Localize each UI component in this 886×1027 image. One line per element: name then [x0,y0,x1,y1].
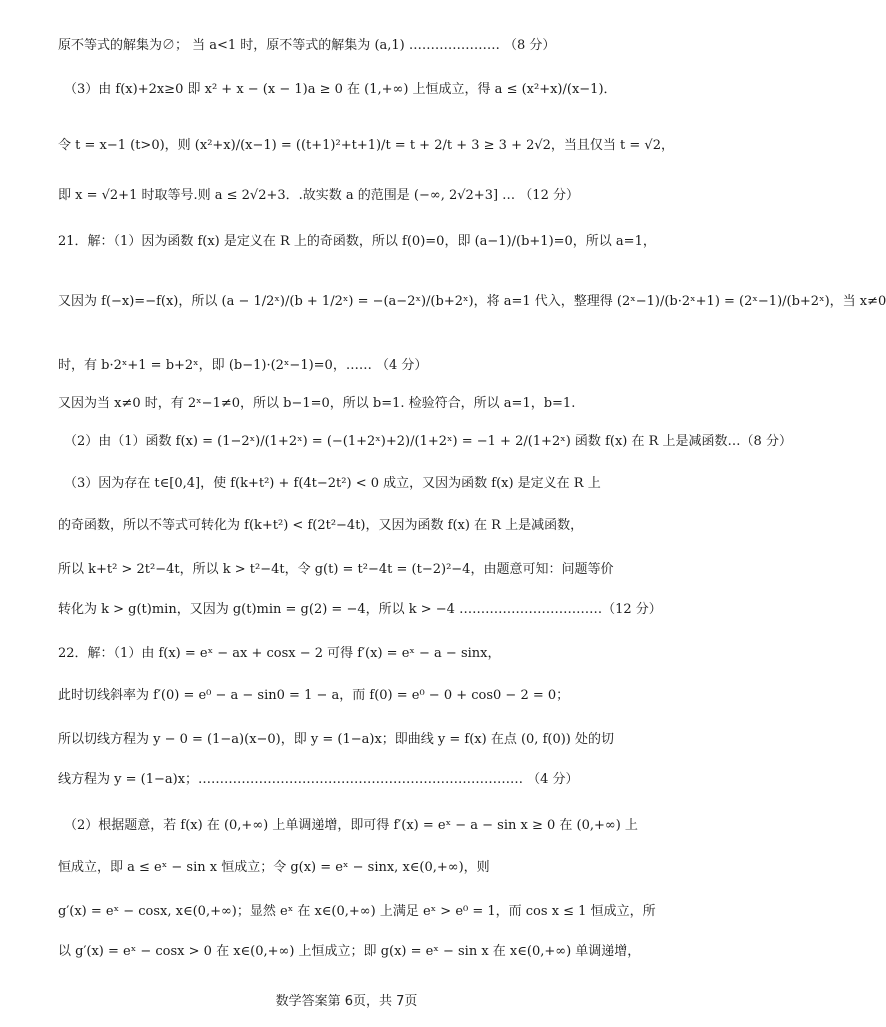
text-line: 以 g′(x) = eˣ − cosx > 0 在 x∈(0,+∞) 上恒成立；即 g(x) = eˣ − sin x 在 x∈(0,+∞) 单调递增， [58,944,641,959]
text-line: 时，有 b·2ˣ+1 = b+2ˣ，即 (b−1)·(2ˣ−1)=0，…… （4 分） [58,358,428,373]
text-line: 21．解：（1）因为函数 f(x) 是定义在 R 上的奇函数，所以 f(0)=0，即 (a−1)/(b+1)=0，所以 a=1， [58,234,656,249]
text-line: （2）由（1）函数 f(x) = (1−2ˣ)/(1+2ˣ) = (−(1+2ˣ)+2)/(1+2ˣ) = −1 + 2/(1+2ˣ) 函数 f(x) 在 R 上是减函数…（8 分） [64,434,792,449]
text-line: 此时切线斜率为 f′(0) = e⁰ − a − sin0 = 1 − a，而 f(0) = e⁰ − 0 + cos0 − 2 = 0； [58,688,570,703]
text-line: 转化为 k > g(t)min，又因为 g(t)min = g(2) = −4，所以 k > −4 ……………………………（12 分） [58,602,662,617]
text-line: （3）由 f(x)+2x≥0 即 x² + x − (x − 1)a ≥ 0 在 (1,+∞) 上恒成立，得 a ≤ (x²+x)/(x−1)． [64,82,617,97]
text-line: 又因为 f(−x)=−f(x)，所以 (a − 1/2ˣ)/(b + 1/2ˣ) = −(a−2ˣ)/(b+2ˣ)，将 a=1 代入，整理得 (2ˣ−1)/(b·2ˣ+1) = (2ˣ−1)/(b+2ˣ)，当 x≠0 [58,294,886,309]
text-line: 22．解：（1）由 f(x) = eˣ − ax + cosx − 2 可得 f′(x) = eˣ − a − sinx， [58,646,501,661]
text-line: 又因为当 x≠0 时，有 2ˣ−1≠0，所以 b−1=0，所以 b=1. 检验符合，所以 a=1，b=1. [58,396,576,411]
text-line: 令 t = x−1 (t>0)，则 (x²+x)/(x−1) = ((t+1)²+t+1)/t = t + 2/t + 3 ≥ 3 + 2√2，当且仅当 t = √2， [58,138,674,153]
text-line: 即 x = √2+1 时取等号.则 a ≤ 2√2+3．.故实数 a 的范围是 (−∞, 2√2+3] … （12 分） [58,188,579,203]
text-line: 所以切线方程为 y − 0 = (1−a)(x−0)，即 y = (1−a)x；即曲线 y = f(x) 在点 (0, f(0)) 处的切 [58,732,615,747]
text-line: 的奇函数，所以不等式可转化为 f(k+t²) < f(2t²−4t)，又因为函数 f(x) 在 R 上是减函数， [58,518,584,533]
text-line: （2）根据题意，若 f(x) 在 (0,+∞) 上单调递增，即可得 f′(x) = eˣ − a − sin x ≥ 0 在 (0,+∞) 上 [64,818,638,833]
text-line: （3）因为存在 t∈[0,4]，使 f(k+t²) + f(4t−2t²) < 0 成立，又因为函数 f(x) 是定义在 R 上 [64,476,601,491]
text-line: g′(x) = eˣ − cosx, x∈(0,+∞)；显然 eˣ 在 x∈(0,+∞) 上满足 eˣ > e⁰ = 1，而 cos x ≤ 1 恒成立，所 [58,904,656,919]
text-line: 恒成立，即 a ≤ eˣ − sin x 恒成立；令 g(x) = eˣ − sinx, x∈(0,+∞)，则 [58,860,490,875]
text-line: 线方程为 y = (1−a)x；………………………………………………………………… （4 分） [58,772,579,787]
text-line: 原不等式的解集为∅； 当 a<1 时，原不等式的解集为 (a,1) ………………… （8 分） [58,38,556,53]
page-footer: 数学答案第 6页，共 7页 [275,994,418,1009]
text-line: 所以 k+t² > 2t²−4t，所以 k > t²−4t，令 g(t) = t²−4t = (t−2)²−4，由题意可知：问题等价 [58,562,614,577]
